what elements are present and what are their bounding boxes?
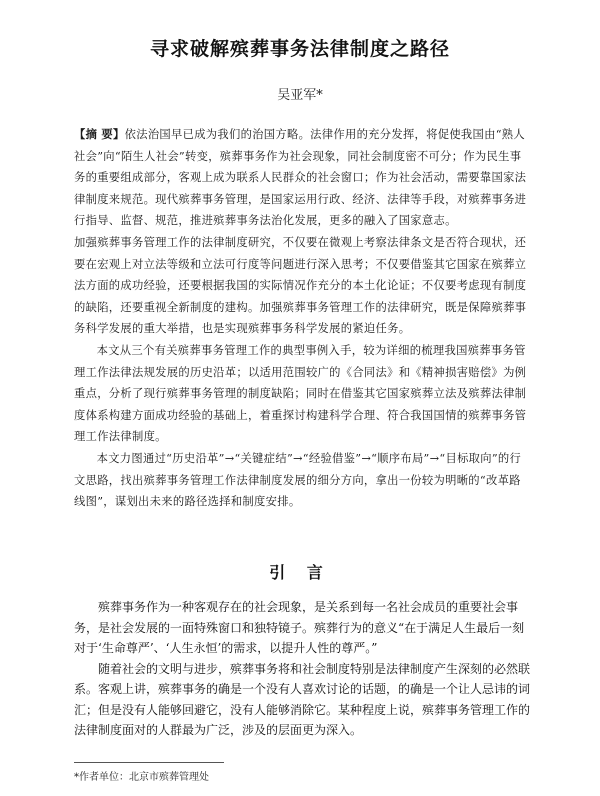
abstract-paragraph-1 <box>74 124 530 232</box>
section-heading: 引 言 <box>269 563 331 582</box>
abstract-paragraph-2: 加强殡葬事务管理工作的法律制度研究，不仅要在微观上考察法律条文是否符合现状，还要在宏观上对立法等级和立法可行度等问题进行深入思考；不仅要借鉴其它国家在殡葬立法方面的成功经验，还要根据我国的实际情况作充分的本土化论证；不仅要考虑现有制度的缺陷，还要重视全新制度的建构。加强殡葬事务管理工作的法律研究，既是保障殡葬事务科学发展的重大举措，也是实现殡葬事务科学发展的紧迫任务。 <box>74 235 527 336</box>
paper-author: 吴亚军* <box>277 88 323 103</box>
paper-title: 寻求破解殡葬事务法律制度之路径 <box>149 38 450 60</box>
footnote: *作者单位：北京市殡葬管理处 <box>74 772 209 783</box>
abstract-text-1: 依法治国早已成为我们的治国方略。法律作用的充分发挥，将促使我国由“熟人社会”向“陌生人社会”转变，殡葬事务作为社会现象，同社会制度密不可分；作为民生事务的重要组成部分，客观上成为联系人民群众的社会窗口；作为社会活动，需要靠国家法律制度来规范。现代殡葬事务管理，是国家运用行政、经济、法律等手段，对殡葬事务进行指导、监督、规范，推进殡葬事务法治化发展，更多的融入了国家意志。 <box>74 128 527 228</box>
abstract-block <box>74 124 530 513</box>
body-paragraph-1: 殡葬事务作为一种客观存在的社会现象，是关系到每一名社会成员的重要社会事务，是社会发展的一面特殊窗口和独特镜子。殡葬行为的意义“在于满足人生最后一刻对于‘生命尊严’、‘人生永恒’的需求，以提升人性的尊严。” <box>74 600 525 655</box>
abstract-label: 【摘 要】 <box>74 127 125 141</box>
body-text <box>74 597 530 741</box>
abstract-paragraph-3: 本文从三个有关殡葬事务管理工作的典型事例入手，较为详细的梳理我国殡葬事务管理工作法律法规发展的历史沿革；以适用范围较广的《合同法》和《精神损害赔偿》为例重点，分析了现行殡葬事务管理的制度缺陷；同时在借鉴其它国家殡葬立法及殡葬法律制度体系构建方面成功经验的基础上，着重探讨构建科学合理、符合我国国情的殡葬事务管理工作法律制度。 <box>74 343 527 444</box>
abstract-paragraph-4: 本文力图通过“历史沿革”→“关键症结”→“经验借鉴”→“顺序布局”→“目标取向”的行文思路，找出殡葬事务管理工作法律制度发展的细分方向，拿出一份较为明晰的“改革路线图”，谋划出未来的路径选择和制度安排。 <box>74 451 522 509</box>
body-paragraph-2: 随着社会的文明与进步，殡葬事务将和社会制度特别是法律制度产生深刻的必然联系。客观上讲，殡葬事务的确是一个没有人喜欢讨论的话题，的确是一个让人忌讳的词汇；但是没有人能够回避它，没有人能够消除它。某种程度上说，殡葬事务管理工作的法律制度面对的人群最为广泛，涉及的层面更为深入。 <box>74 661 531 737</box>
footnote-divider <box>74 762 224 763</box>
